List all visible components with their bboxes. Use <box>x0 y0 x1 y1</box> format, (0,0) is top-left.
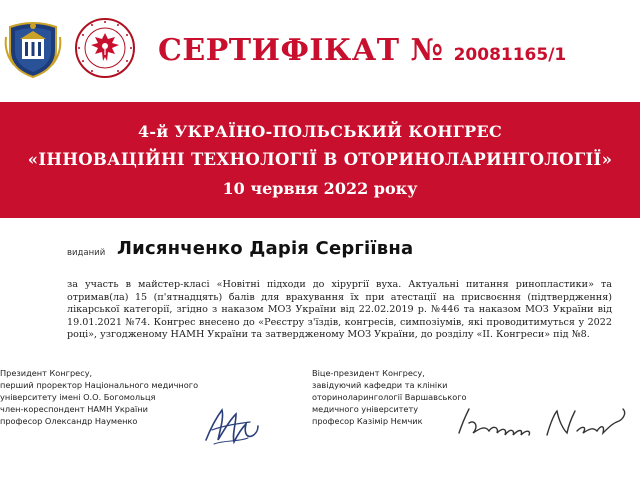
right-signatory-institution: медичного університету <box>312 404 419 414</box>
certificate-label: СЕРТИФІКАТ № <box>158 33 444 68</box>
congress-banner <box>0 102 640 218</box>
right-signatory-department: оториноларингології Варшавського <box>312 392 467 402</box>
certificate-number: 20081165/1 <box>453 45 567 65</box>
issued-label: виданий <box>67 248 106 258</box>
left-signatory-position: перший проректор Національного медичного <box>0 380 199 390</box>
left-signatory-membership: член-кореспондент НАМН України <box>0 404 148 414</box>
left-signatory-block <box>0 367 198 427</box>
medical-university-eagle-seal-icon <box>74 17 136 79</box>
congress-theme: «ІННОВАЦІЙНІ ТЕХНОЛОГІЇ В ОТОРИНОЛАРИНГОЛОГІЇ» <box>27 150 613 169</box>
certificate-title <box>158 33 566 68</box>
right-signatory-name: професор Казімір Нємчик <box>312 416 423 426</box>
congress-date: 10 червня 2022 року <box>222 179 418 198</box>
left-signature <box>200 400 262 448</box>
right-signatory-role: Віце-президент Конгресу, <box>312 368 425 378</box>
left-signatory-name: професор Олександр Науменко <box>0 416 138 426</box>
congress-name: 4-й УКРАЇНО-ПОЛЬСЬКИЙ КОНГРЕС <box>137 122 502 141</box>
academy-crest-icon <box>2 17 64 79</box>
recipient-name: Лисянченко Дарія Сергіївна <box>117 238 414 259</box>
right-signatory-position: завідуючий кафедри та клініки <box>312 380 448 390</box>
left-signatory-role: Президент Конгресу, <box>0 368 93 378</box>
certificate-body-text: за участь в майстер-класі «Новітні підходи до хірургії вуха. Актуальні питання ринопластики» та отримав(ла) 15 (п'ятнадцять) балів для врахування їх при атестації на присвоєння (підтвердження) лікарської категорії, згідно з наказом МОЗ України від 22.02.2019 р. №446 та наказом МОЗ України від 19.01.2021 №74. Конгрес внесено до «Реєстру з'їздів, конгресів, симпозіумів, які проводитимуться у 2022 році», узгодженому НАМН України та затвердженому МОЗ України, до розділу «II. Конгреси» під №8. <box>67 279 612 341</box>
left-signatory-institution: університету імені О.О. Богомольця <box>0 392 156 402</box>
right-signatory-block <box>312 367 467 427</box>
right-signature <box>455 403 633 443</box>
